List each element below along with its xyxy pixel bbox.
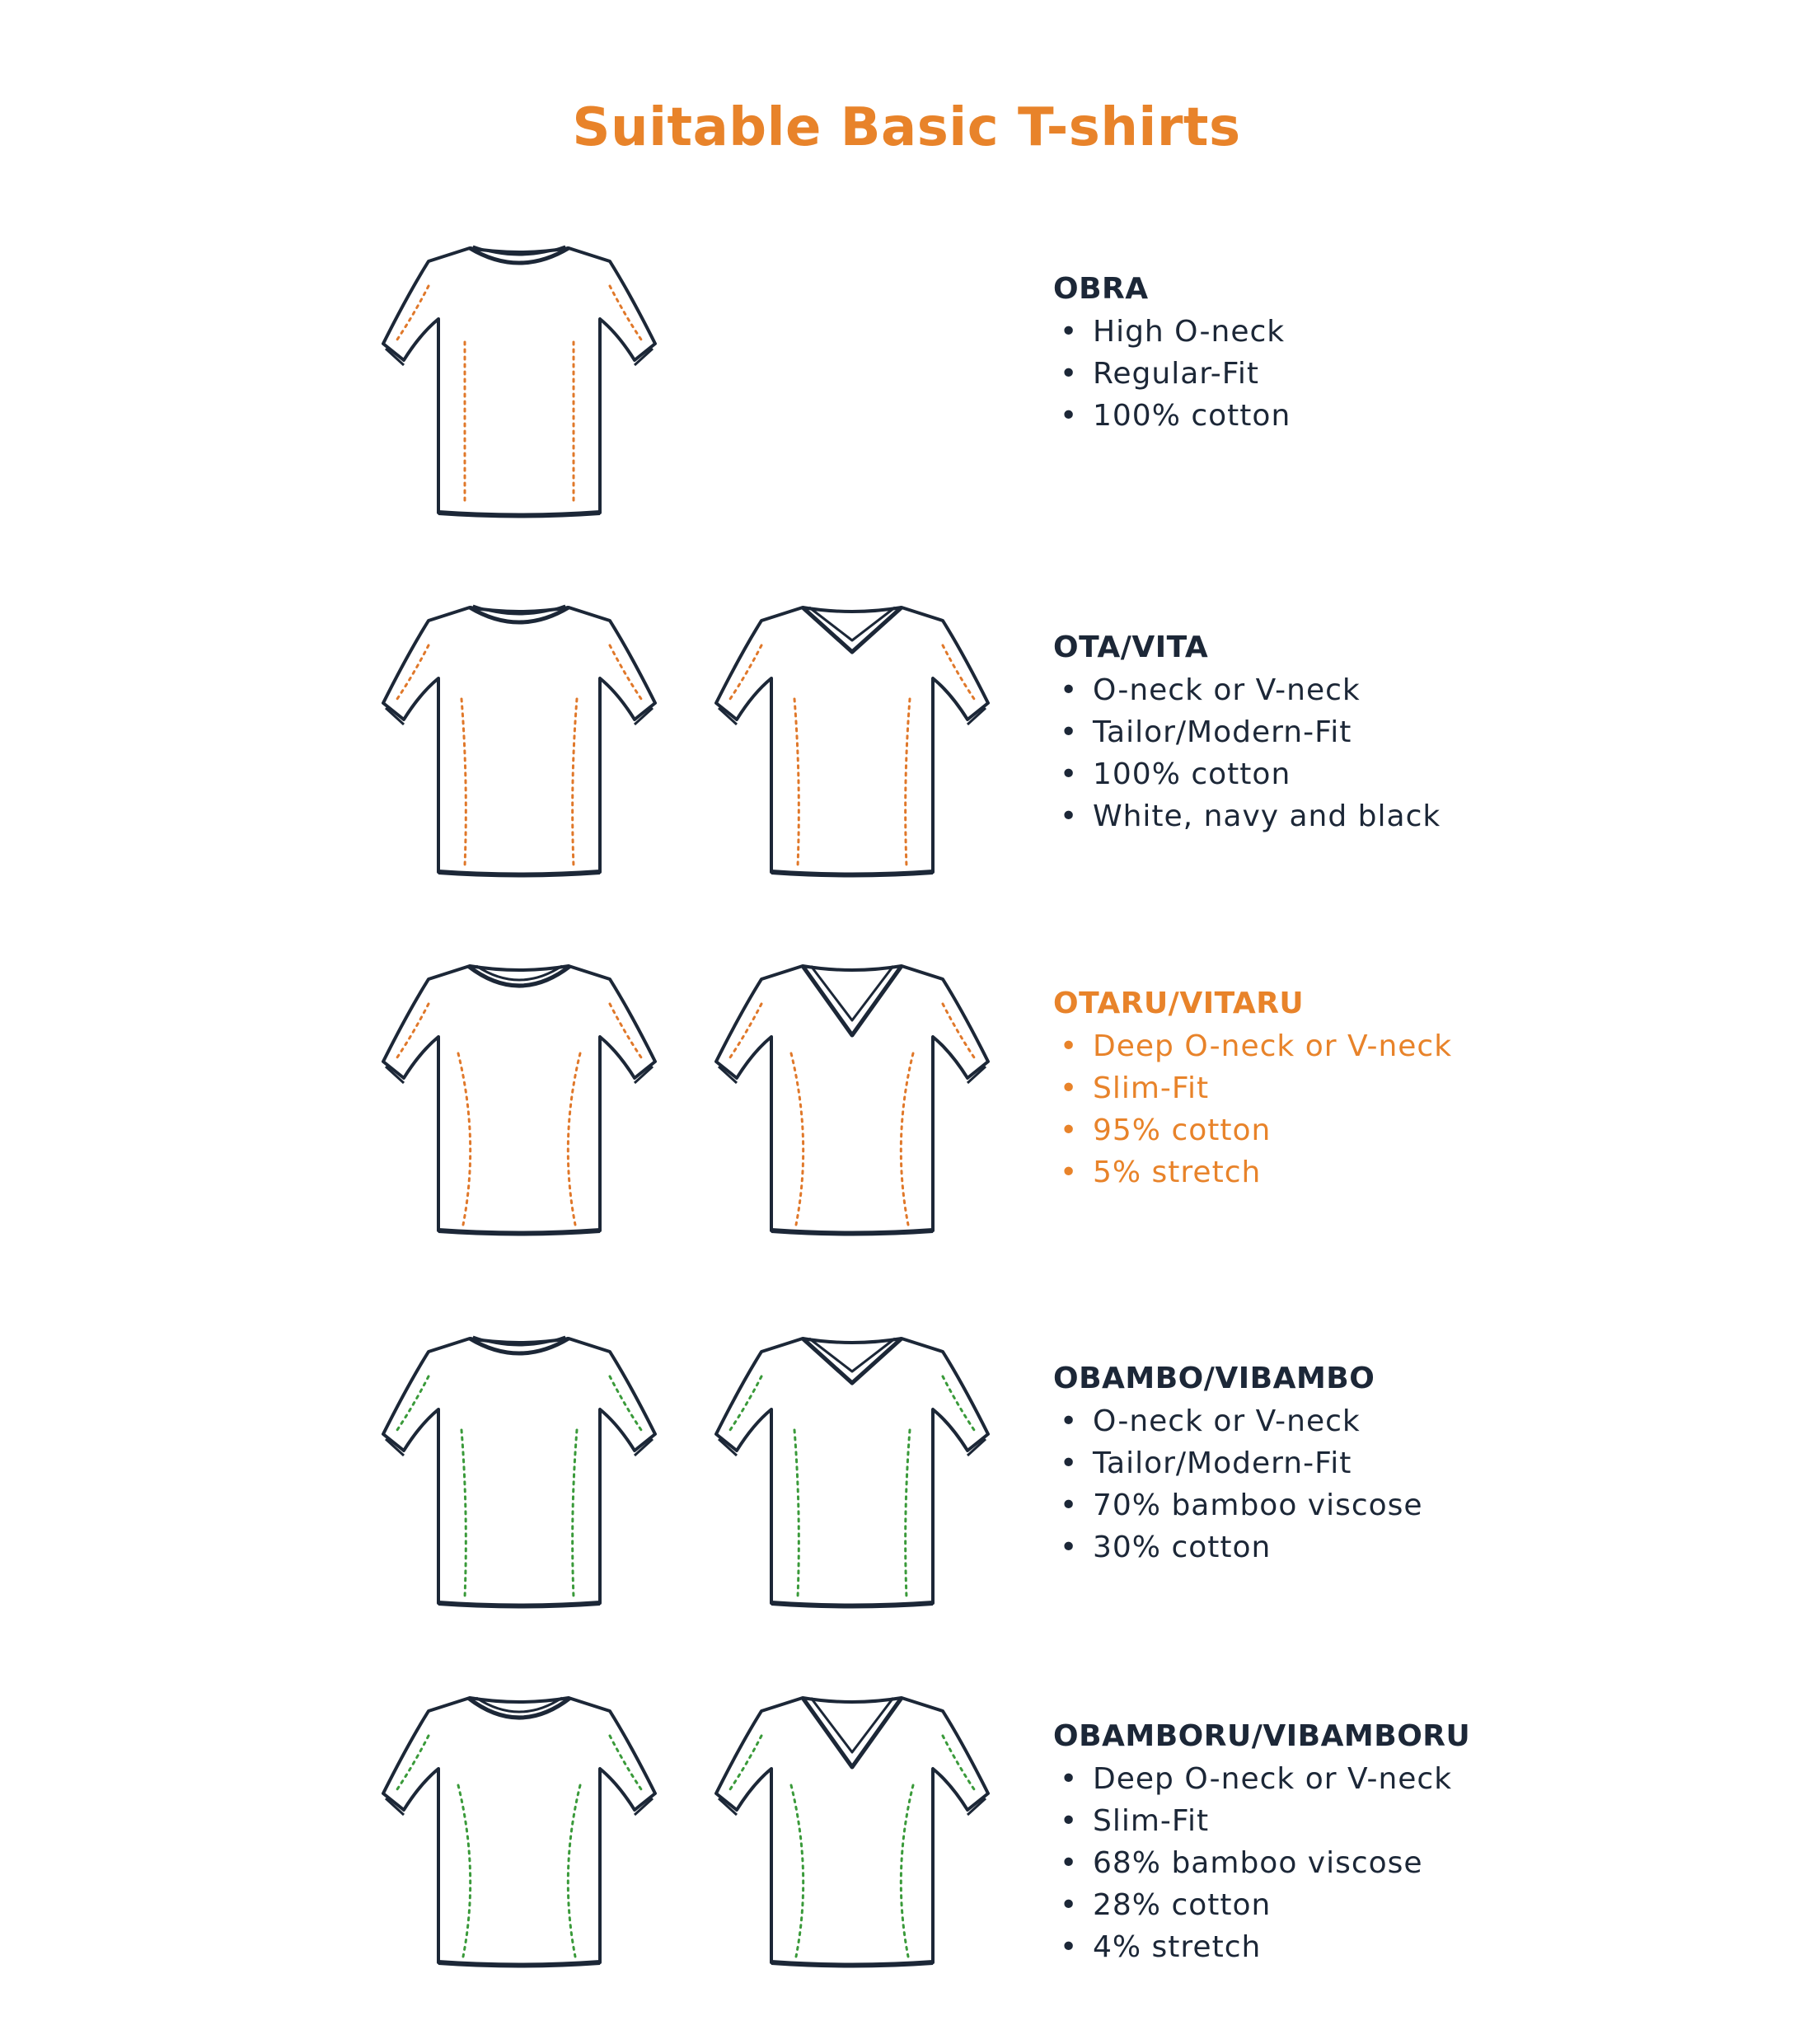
feature-text: Slim-Fit [1093,1071,1210,1105]
feature-item: • Slim-Fit [1060,1071,1210,1105]
feature-item: • Slim-Fit [1060,1804,1210,1838]
tshirt-o-neck-illustration [379,1335,659,1615]
feature-text: Regular-Fit [1093,357,1259,391]
feature-text: Tailor/Modern-Fit [1093,1446,1352,1480]
feature-text: 4% stretch [1093,1930,1262,1964]
model-name: OBAMBO/VIBAMBO [1053,1362,1375,1395]
model-name: OTARU/VITARU [1053,987,1305,1020]
feature-item: • 5% stretch [1060,1156,1262,1189]
feature-text: 28% cotton [1093,1888,1272,1922]
feature-item: • Tailor/Modern-Fit [1060,715,1352,749]
feature-item: • High O-neck [1060,315,1286,349]
feature-text: Deep O-neck or V-neck [1093,1762,1453,1796]
feature-text: Deep O-neck or V-neck [1093,1029,1453,1063]
feature-item: • O-neck or V-neck [1060,673,1361,707]
feature-list [1053,1025,1452,1193]
feature-text: White, navy and black [1093,799,1441,833]
tshirt-o-neck-illustration [379,245,659,525]
feature-text: O-neck or V-neck [1093,1404,1361,1438]
feature-item: • 28% cotton [1060,1888,1272,1922]
feature-list [1053,1400,1423,1568]
tshirt-v-neck-illustration [712,1335,992,1615]
feature-item: • White, navy and black [1060,799,1441,833]
tshirt-deep-v-neck-illustration [712,963,992,1243]
model-name: OBRA [1053,272,1149,306]
tshirt-deep-o-neck-illustration [379,1695,659,1975]
feature-text: O-neck or V-neck [1093,673,1361,707]
feature-item: • Regular-Fit [1060,357,1259,391]
model-name: OTA/VITA [1053,631,1209,664]
feature-text: 100% cotton [1093,757,1291,791]
tshirt-deep-o-neck-illustration [379,963,659,1243]
feature-text: High O-neck [1093,315,1286,349]
model-info-ota-vita [1053,631,1441,837]
feature-item: • Deep O-neck or V-neck [1060,1762,1453,1796]
feature-text: Slim-Fit [1093,1804,1210,1838]
feature-text: 68% bamboo viscose [1093,1846,1423,1880]
feature-list [1053,669,1441,837]
feature-item: • 70% bamboo viscose [1060,1488,1423,1522]
feature-list [1053,1758,1470,1968]
tshirt-deep-v-neck-illustration [712,1695,992,1975]
feature-text: 30% cotton [1093,1531,1272,1564]
feature-text: 5% stretch [1093,1156,1262,1189]
feature-item: • 68% bamboo viscose [1060,1846,1423,1880]
model-name: OBAMBORU/VIBAMBORU [1053,1719,1471,1753]
feature-item: • 100% cotton [1060,399,1291,433]
page-title: Suitable Basic T-shirts [572,97,1241,158]
feature-item: • 100% cotton [1060,757,1291,791]
model-info-obra [1053,272,1291,437]
feature-item: • O-neck or V-neck [1060,1404,1361,1438]
feature-list [1053,311,1291,437]
model-info-obambo-vibambo [1053,1362,1423,1568]
feature-item: • 95% cotton [1060,1113,1272,1147]
feature-text: 70% bamboo viscose [1093,1488,1423,1522]
feature-item: • 4% stretch [1060,1930,1262,1964]
feature-text: 100% cotton [1093,399,1291,433]
tshirt-v-neck-illustration [712,604,992,884]
feature-item: • Deep O-neck or V-neck [1060,1029,1453,1063]
feature-item: • Tailor/Modern-Fit [1060,1446,1352,1480]
model-info-otaru-vitaru [1053,987,1452,1193]
feature-text: 95% cotton [1093,1113,1272,1147]
tshirt-o-neck-illustration [379,604,659,884]
feature-text: Tailor/Modern-Fit [1093,715,1352,749]
model-info-obamboru-vibamboru [1053,1719,1470,1968]
feature-item: • 30% cotton [1060,1531,1272,1564]
